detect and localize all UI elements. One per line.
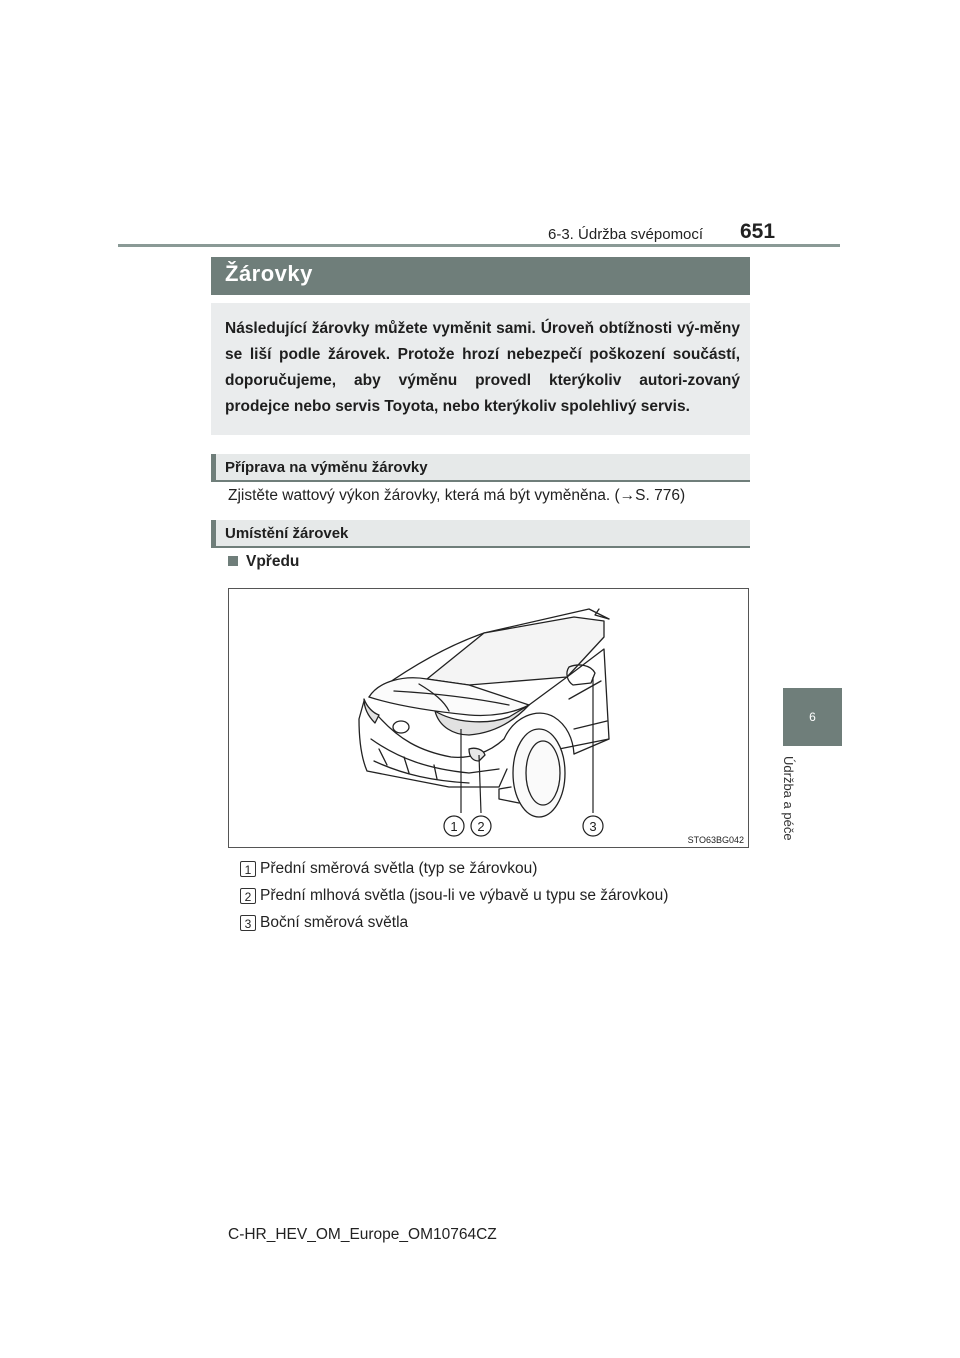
subheading-marker <box>211 454 216 482</box>
footer-document-code: C-HR_HEV_OM_Europe_OM10764CZ <box>228 1226 497 1243</box>
chapter-number: 6 <box>809 710 816 724</box>
intro-text: Následující žárovky můžete vyměnit sami. Úroveň obtížnosti vý-měny se liší podle žárovek. Protože hrozí nebezpečí poškození součástí, doporučujeme, aby výměnu provedl kterýkoliv autori-zovaný prodejce nebo servis Toyota, nebo kterýkoliv spolehlivý servis. <box>225 320 740 415</box>
chapter-title-text: Údržba a péče <box>781 756 796 841</box>
legend-number: 1 <box>240 861 256 877</box>
section-label: 6-3. Údržba svépomocí <box>548 226 704 243</box>
page-number: 651 <box>740 220 776 243</box>
subheading-locations <box>211 520 750 548</box>
front-heading <box>228 553 299 571</box>
car-illustration <box>229 589 749 848</box>
subheading-text: Umístění žárovek <box>225 525 349 542</box>
chapter-title <box>781 756 830 856</box>
car-figure <box>228 588 749 848</box>
figure-code: STO63BG042 <box>687 835 744 845</box>
callout-2: 2 <box>477 819 485 834</box>
subheading-preparation <box>211 454 750 482</box>
chapter-tab <box>783 688 842 746</box>
page-title: Žárovky <box>225 261 313 286</box>
legend-number: 2 <box>240 888 256 904</box>
legend-text: Boční směrová světla <box>260 914 409 931</box>
header-rule <box>118 244 840 247</box>
subheading-text: Příprava na výměnu žárovky <box>225 459 428 476</box>
title-bar <box>211 257 750 295</box>
subheading-marker <box>211 520 216 548</box>
preparation-text: Zjistěte wattový výkon žárovky, která má být vyměněna. (→S. 776) <box>228 487 686 504</box>
legend-text: Přední směrová světla (typ se žárovkou) <box>260 860 538 877</box>
front-heading-text: Vpředu <box>246 553 300 570</box>
intro-box <box>211 303 750 435</box>
legend-number: 3 <box>240 915 256 931</box>
callout-3: 3 <box>589 819 597 834</box>
legend-text: Přední mlhová světla (jsou-li ve výbavě u typu se žárovkou) <box>260 887 669 904</box>
callout-1: 1 <box>450 819 458 834</box>
square-bullet-icon <box>228 556 238 566</box>
